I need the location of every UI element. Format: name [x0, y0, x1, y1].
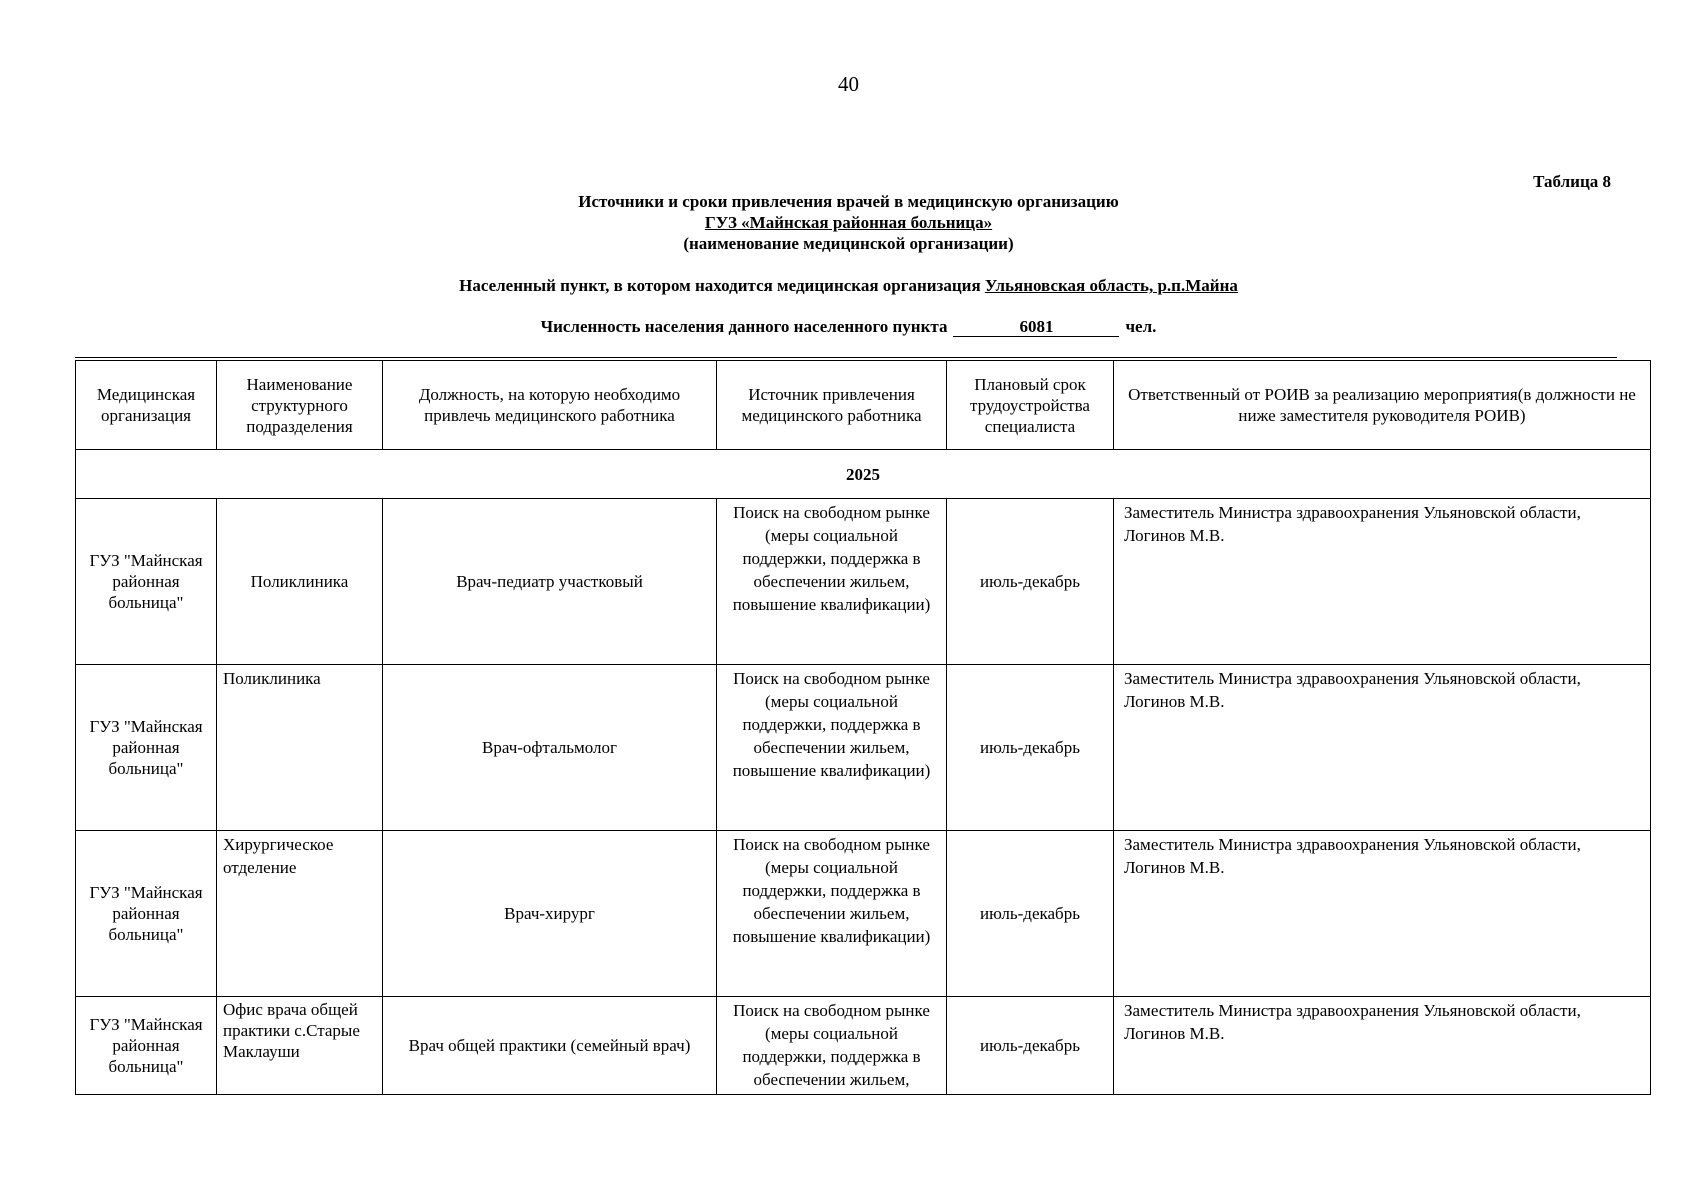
col-header-org: Медицинская организация	[76, 361, 217, 450]
organization-caption: (наименование медицинской организации)	[683, 234, 1014, 253]
table-row	[76, 831, 1651, 997]
cell-term: июль-декабрь	[947, 499, 1114, 665]
year-row	[76, 450, 1651, 499]
cell-org: ГУЗ "Майнская районная больница"	[76, 997, 217, 1095]
table-row	[76, 997, 1651, 1095]
cell-position: Врач-хирург	[383, 831, 717, 997]
cell-responsible: Заместитель Министра здравоохранения Ульяновской области, Логинов М.В.	[1114, 499, 1651, 665]
table-row	[76, 665, 1651, 831]
cell-position: Врач общей практики (семейный врач)	[383, 997, 717, 1095]
cell-subdivision: Хирургическое отделение	[217, 831, 383, 997]
header-row	[76, 361, 1651, 450]
locality-line	[0, 276, 1697, 296]
cell-responsible: Заместитель Министра здравоохранения Ульяновской области, Логинов М.В.	[1114, 997, 1651, 1095]
cell-term: июль-декабрь	[947, 997, 1114, 1095]
cell-subdivision: Поликлиника	[217, 499, 383, 665]
cell-responsible: Заместитель Министра здравоохранения Ульяновской области, Логинов М.В.	[1114, 665, 1651, 831]
col-header-responsible: Ответственный от РОИВ за реализацию мероприятия(в должности не ниже заместителя руководителя РОИВ)	[1114, 361, 1651, 450]
organization-name	[0, 213, 1697, 233]
population-value: 6081	[953, 318, 1119, 337]
organization-name-text: ГУЗ «Майнская районная больница»	[704, 213, 993, 232]
table-title: Источники и сроки привлечения врачей в медицинскую организацию	[578, 192, 1119, 211]
cell-subdivision: Поликлиника	[217, 665, 383, 831]
cell-source: Поиск на свободном рынке (меры социальной поддержки, поддержка в обеспечении жильем, повышение квалификации)	[717, 665, 947, 831]
locality-label: Населенный пункт, в котором находится медицинская организация	[459, 276, 981, 295]
table-row	[76, 499, 1651, 665]
recruitment-table	[75, 360, 1651, 1095]
year-cell: 2025	[76, 450, 1651, 499]
col-header-term: Плановый срок трудоустройства специалиста	[947, 361, 1114, 450]
cell-org: ГУЗ "Майнская районная больница"	[76, 665, 217, 831]
population-label: Численность населения данного населенного пункта	[540, 317, 948, 336]
top-rule	[75, 357, 1617, 358]
cell-source: Поиск на свободном рынке (меры социальной поддержки, поддержка в обеспечении жильем, повышение квалификации)	[717, 831, 947, 997]
table-label: Таблица 8	[1533, 172, 1611, 191]
locality-value: Ульяновская область, р.п.Майна	[984, 276, 1238, 295]
cell-source: Поиск на свободном рынке (меры социальной поддержки, поддержка в обеспечении жильем,	[733, 1001, 930, 1089]
col-header-position: Должность, на которую необходимо привлечь медицинского работника	[383, 361, 717, 450]
population-unit: чел.	[1125, 317, 1157, 336]
page-number: 40	[838, 72, 859, 96]
cell-responsible: Заместитель Министра здравоохранения Ульяновской области, Логинов М.В.	[1114, 831, 1651, 997]
population-line	[0, 317, 1697, 337]
col-header-subdivision: Наименование структурного подразделения	[217, 361, 383, 450]
cell-term: июль-декабрь	[947, 831, 1114, 997]
cell-subdivision: Офис врача общей практики с.Старые Маклауши	[217, 997, 383, 1095]
cell-org: ГУЗ "Майнская районная больница"	[76, 831, 217, 997]
col-header-source: Источник привлечения медицинского работника	[717, 361, 947, 450]
cell-source-wrap	[717, 997, 947, 1095]
cell-org: ГУЗ "Майнская районная больница"	[76, 499, 217, 665]
cell-position: Врач-офтальмолог	[383, 665, 717, 831]
cell-position: Врач-педиатр участковый	[383, 499, 717, 665]
cell-source: Поиск на свободном рынке (меры социальной поддержки, поддержка в обеспечении жильем, повышение квалификации)	[717, 499, 947, 665]
cell-term: июль-декабрь	[947, 665, 1114, 831]
